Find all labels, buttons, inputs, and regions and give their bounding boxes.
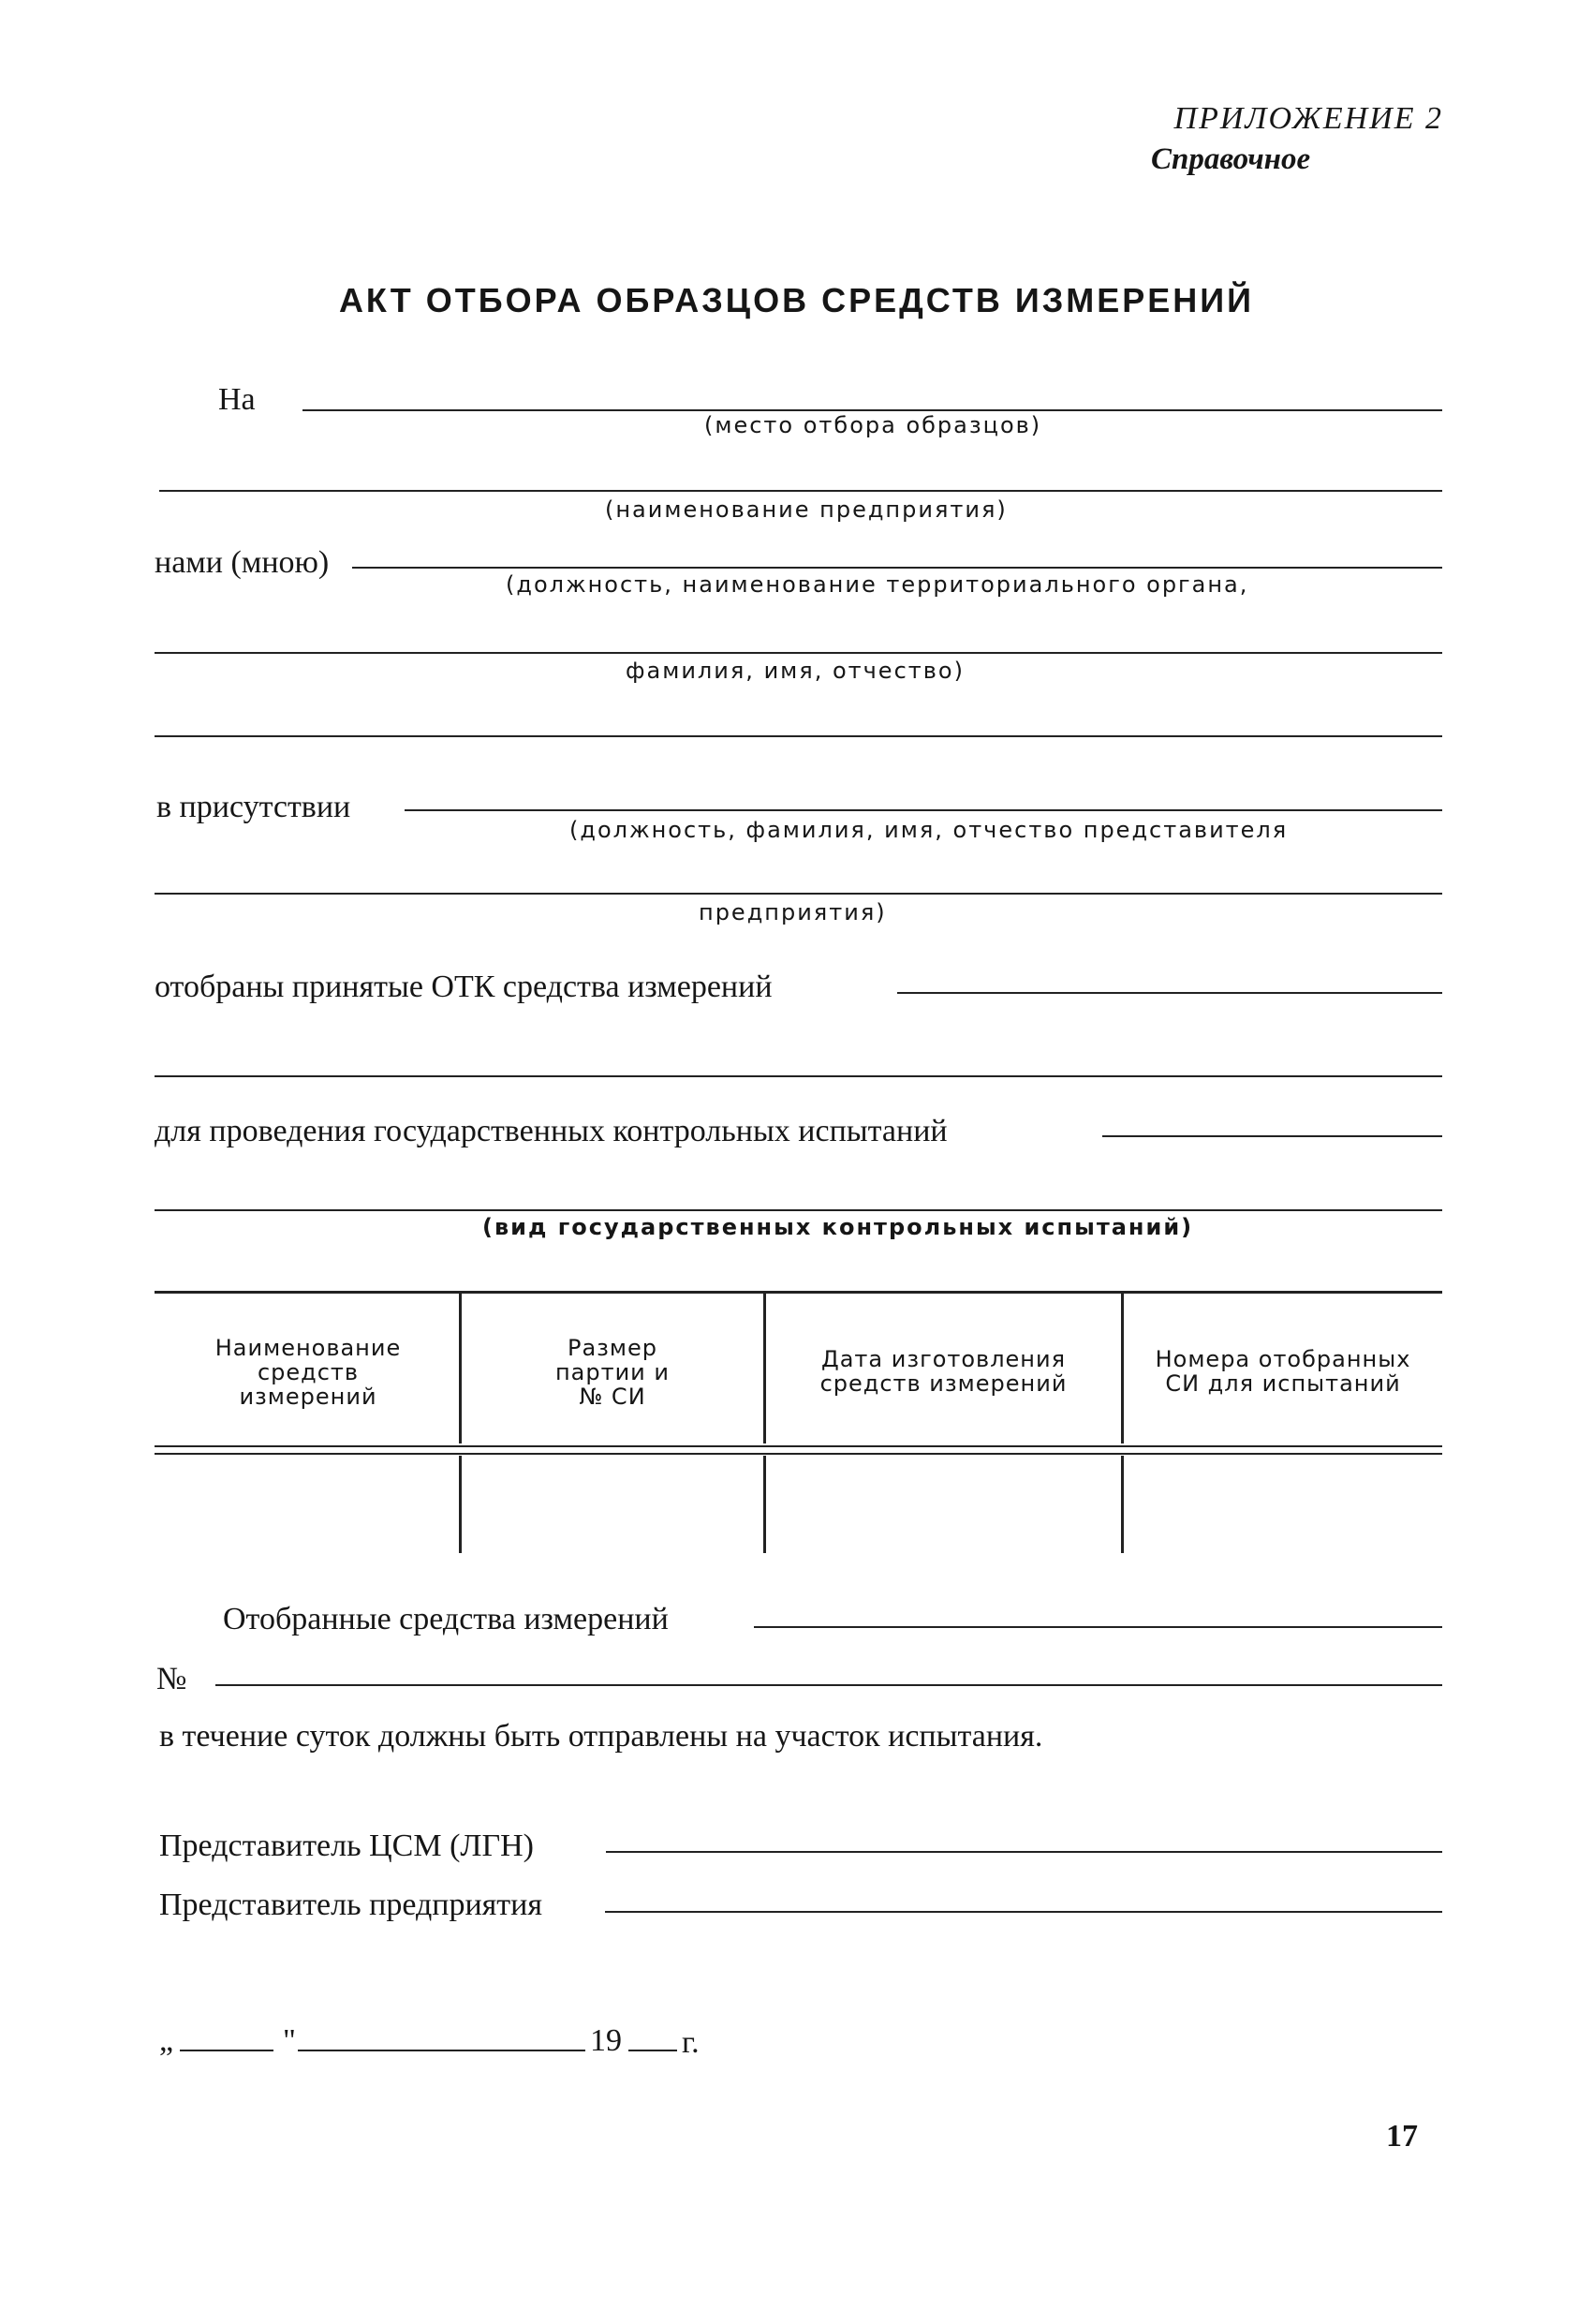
csm-representative-line[interactable] <box>606 1851 1442 1853</box>
tests-line[interactable] <box>1102 1135 1442 1137</box>
position-line[interactable] <box>352 567 1442 569</box>
table-header-border-1 <box>155 1445 1442 1447</box>
enterprise-line-2[interactable] <box>155 893 1442 895</box>
document-title: АКТ ОТБОРА ОБРАЗЦОВ СРЕДСТВ ИЗМЕРЕНИЙ <box>338 281 1255 319</box>
date-day-line[interactable] <box>180 2050 273 2051</box>
enterprise-caption: (наименование предприятия) <box>605 496 1008 523</box>
date-open-quote: „ <box>159 2023 174 2058</box>
blank-line[interactable] <box>155 735 1442 737</box>
tests-caption: (вид государственных контрольных испытаний) <box>482 1214 1194 1240</box>
name-caption: фамилия, имя, отчество) <box>626 658 965 684</box>
representative-line[interactable] <box>405 809 1442 811</box>
date-close-quote: " <box>283 2023 296 2058</box>
date-year-line[interactable] <box>628 2050 677 2051</box>
table-body-divider-1 <box>459 1456 462 1553</box>
date-year-suffix: г. <box>682 2025 700 2060</box>
table-top-border <box>155 1291 1442 1294</box>
place-caption: (место отбора образцов) <box>704 412 1042 438</box>
appendix-label: ПРИЛОЖЕНИЕ 2 <box>1173 101 1443 136</box>
tests-label: для проведения государственных контрольных испытаний <box>155 1114 948 1148</box>
csm-representative-label: Представитель ЦСМ (ЛГН) <box>159 1828 534 1863</box>
representative-caption: (должность, фамилия, имя, отчество представителя <box>569 817 1289 843</box>
number-label: № <box>156 1662 187 1696</box>
enterprise-representative-label: Представитель предприятия <box>159 1887 542 1922</box>
date-year-prefix: 19 <box>590 2023 622 2058</box>
shipping-text: в течение суток должны быть отправлены на участок испытания. <box>159 1719 1043 1754</box>
place-line[interactable] <box>302 409 1442 411</box>
appendix-type: Справочное <box>1151 142 1311 176</box>
name-line[interactable] <box>155 652 1442 654</box>
table-body-divider-3 <box>1121 1456 1124 1553</box>
date-month-line[interactable] <box>298 2050 585 2051</box>
table-header-border-2 <box>155 1453 1442 1455</box>
selected-line-2[interactable] <box>155 1075 1442 1077</box>
selected-instruments-label: Отобранные средства измерений <box>223 1602 669 1636</box>
na-label: На <box>218 382 256 417</box>
enterprise-line[interactable] <box>159 490 1442 492</box>
selected-line[interactable] <box>897 992 1442 994</box>
table-header-name: Наименование средств измерений <box>214 1335 402 1410</box>
enterprise-caption-2: предприятия) <box>699 899 887 925</box>
table-header-numbers: Номера отобранных СИ для испытаний <box>1155 1346 1411 1397</box>
table-body-divider-2 <box>763 1456 766 1553</box>
presence-label: в присутствии <box>156 790 351 824</box>
table-header-date: Дата изготовления средств измерений <box>819 1346 1068 1397</box>
selected-label: отобраны принятые ОТК средства измерений <box>155 970 773 1004</box>
table-header-size: Размер партии и № СИ <box>554 1335 671 1410</box>
position-caption: (должность, наименование территориального органа, <box>506 571 1249 598</box>
number-line[interactable] <box>215 1684 1442 1686</box>
enterprise-representative-line[interactable] <box>605 1911 1442 1913</box>
tests-type-line[interactable] <box>155 1209 1442 1211</box>
by-us-label: нами (мною) <box>155 545 330 580</box>
page-number: 17 <box>1386 2119 1418 2154</box>
selected-instruments-line[interactable] <box>754 1626 1442 1628</box>
